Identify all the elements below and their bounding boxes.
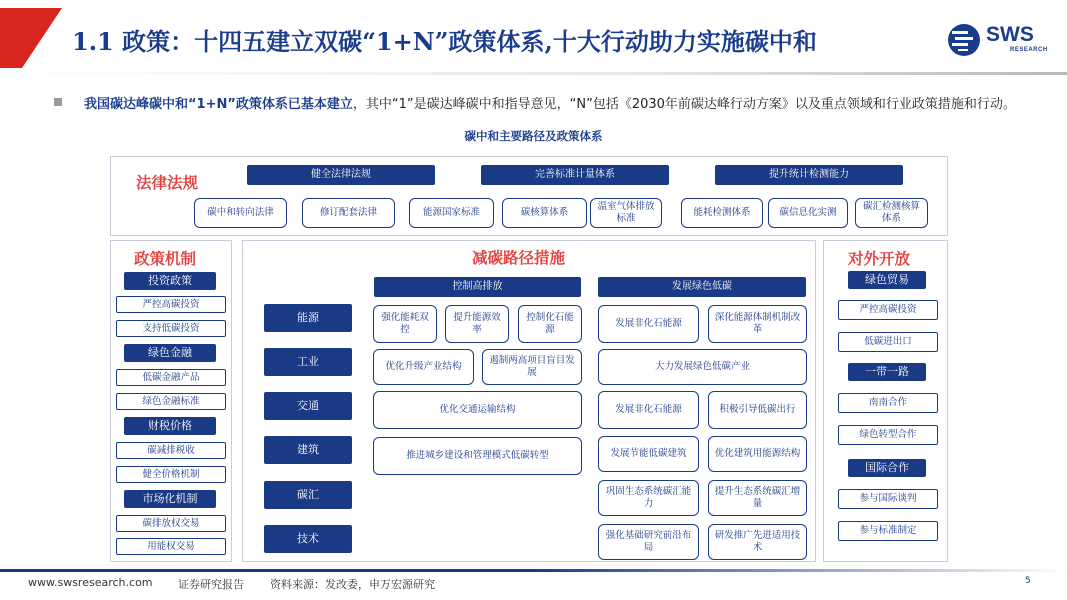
intro-bold: 我国碳达峰碳中和“1+N”政策体系已基本建立 (84, 97, 353, 112)
page-number: 5 (1025, 576, 1031, 586)
law-item: 能源国家标准 (409, 198, 494, 228)
policy-item: 严控高碳投资 (116, 296, 226, 313)
policy-item: 支持低碳投资 (116, 320, 226, 337)
control-energy-item: 提升能源效率 (445, 305, 509, 343)
law-title: 法律法规 (136, 174, 199, 192)
sector-label: 工业 (264, 348, 352, 376)
law-item: 能耗检测体系 (681, 198, 763, 228)
policy-item: 绿色金融标准 (116, 393, 226, 410)
law-item: 碳汇检测核算体系 (855, 198, 928, 228)
control-building-item: 推进城乡建设和管理模式低碳转型 (373, 437, 582, 475)
sector-label: 交通 (264, 392, 352, 420)
law-item: 碳核算体系 (502, 198, 587, 228)
open-item: 南南合作 (838, 393, 938, 413)
footer-url[interactable]: www.swsresearch.com (28, 576, 153, 589)
policy-group-header: 市场化机制 (124, 490, 216, 508)
policy-group-header: 投资政策 (124, 272, 216, 290)
intro-text (84, 92, 1034, 117)
footer-divider (0, 569, 1067, 572)
diagram-title: 碳中和主要路径及政策体系 (464, 129, 603, 143)
source-note: 资料来源：发改委，申万宏源研究 (270, 578, 435, 591)
green-energy-item: 发展非化石能源 (598, 305, 699, 343)
sector-label: 能源 (264, 304, 352, 332)
law-item: 修订配套法律 (302, 198, 395, 228)
logo-text: SWS (986, 23, 1034, 46)
open-item: 参与标准制定 (838, 521, 938, 541)
page-title: 1.1 政策：十四五建立双碳“1+N”政策体系,十大行动助力实施碳中和 (72, 27, 817, 56)
header-divider (0, 72, 1067, 75)
control-transport-item: 优化交通运输结构 (373, 391, 582, 429)
bullet-marker (54, 98, 62, 106)
policy-group-header: 绿色金融 (124, 344, 216, 362)
green-sink-item: 巩固生态系统碳汇能力 (598, 480, 699, 516)
green-tech-item: 研发推广先进适用技术 (708, 524, 807, 560)
green-sink-item: 提升生态系统碳汇增量 (708, 480, 807, 516)
footer-label: 证券研究报告 (178, 578, 244, 591)
logo-subtext: RESEARCH (1010, 47, 1048, 53)
control-industry-item: 遏制两高项目盲目发展 (482, 349, 582, 385)
path-title: 减碳路径措施 (472, 249, 566, 267)
policy-item: 碳排放权交易 (116, 515, 226, 532)
sector-label: 技术 (264, 525, 352, 553)
open-item: 严控高碳投资 (838, 300, 938, 320)
open-item: 绿色转型合作 (838, 425, 938, 445)
green-transport-item: 积极引导低碳出行 (708, 391, 807, 429)
control-energy-item: 控制化石能源 (518, 305, 582, 343)
open-title: 对外开放 (848, 250, 911, 268)
policy-title: 政策机制 (134, 250, 197, 268)
open-item: 参与国际谈判 (838, 489, 938, 509)
intro-rest: ，其中“1”是碳达峰碳中和指导意见，“N”包括《2030年前碳达峰行动方案》以及重点领域和行业政策措施和行动。 (352, 97, 1016, 112)
policy-item: 用能权交易 (116, 538, 226, 555)
sws-logo (946, 22, 1046, 58)
law-header-3: 提升统计检测能力 (715, 165, 903, 185)
law-item: 碳信息化实测 (768, 198, 848, 228)
green-lowcarbon-header: 发展绿色低碳 (598, 277, 806, 297)
policy-item: 碳减排税收 (116, 442, 226, 459)
green-transport-item: 发展非化石能源 (598, 391, 699, 429)
sector-label: 碳汇 (264, 481, 352, 509)
sector-label: 建筑 (264, 436, 352, 464)
policy-group-header: 财税价格 (124, 417, 216, 435)
open-item: 低碳进出口 (838, 332, 938, 352)
control-industry-item: 优化升级产业结构 (373, 349, 474, 385)
green-building-item: 优化建筑用能源结构 (708, 436, 807, 472)
policy-item: 健全价格机制 (116, 466, 226, 483)
open-group-header: 绿色贸易 (848, 271, 926, 289)
law-header-2: 完善标准计量体系 (481, 165, 669, 185)
law-header-1: 健全法律法规 (247, 165, 435, 185)
law-item: 温室气体排放标准 (590, 198, 662, 228)
green-energy-item: 深化能源体制机制改革 (708, 305, 807, 343)
open-group-header: 国际合作 (848, 459, 926, 477)
green-tech-item: 强化基础研究前沿布局 (598, 524, 699, 560)
green-industry-item: 大力发展绿色低碳产业 (598, 349, 807, 385)
control-emission-header: 控制高排放 (374, 277, 581, 297)
logo-icon (946, 22, 982, 58)
policy-item: 低碳金融产品 (116, 369, 226, 386)
green-building-item: 发展节能低碳建筑 (598, 436, 699, 472)
law-item: 碳中和转向法律 (194, 198, 287, 228)
open-group-header: 一带一路 (848, 363, 926, 381)
control-energy-item: 强化能耗双控 (373, 305, 437, 343)
